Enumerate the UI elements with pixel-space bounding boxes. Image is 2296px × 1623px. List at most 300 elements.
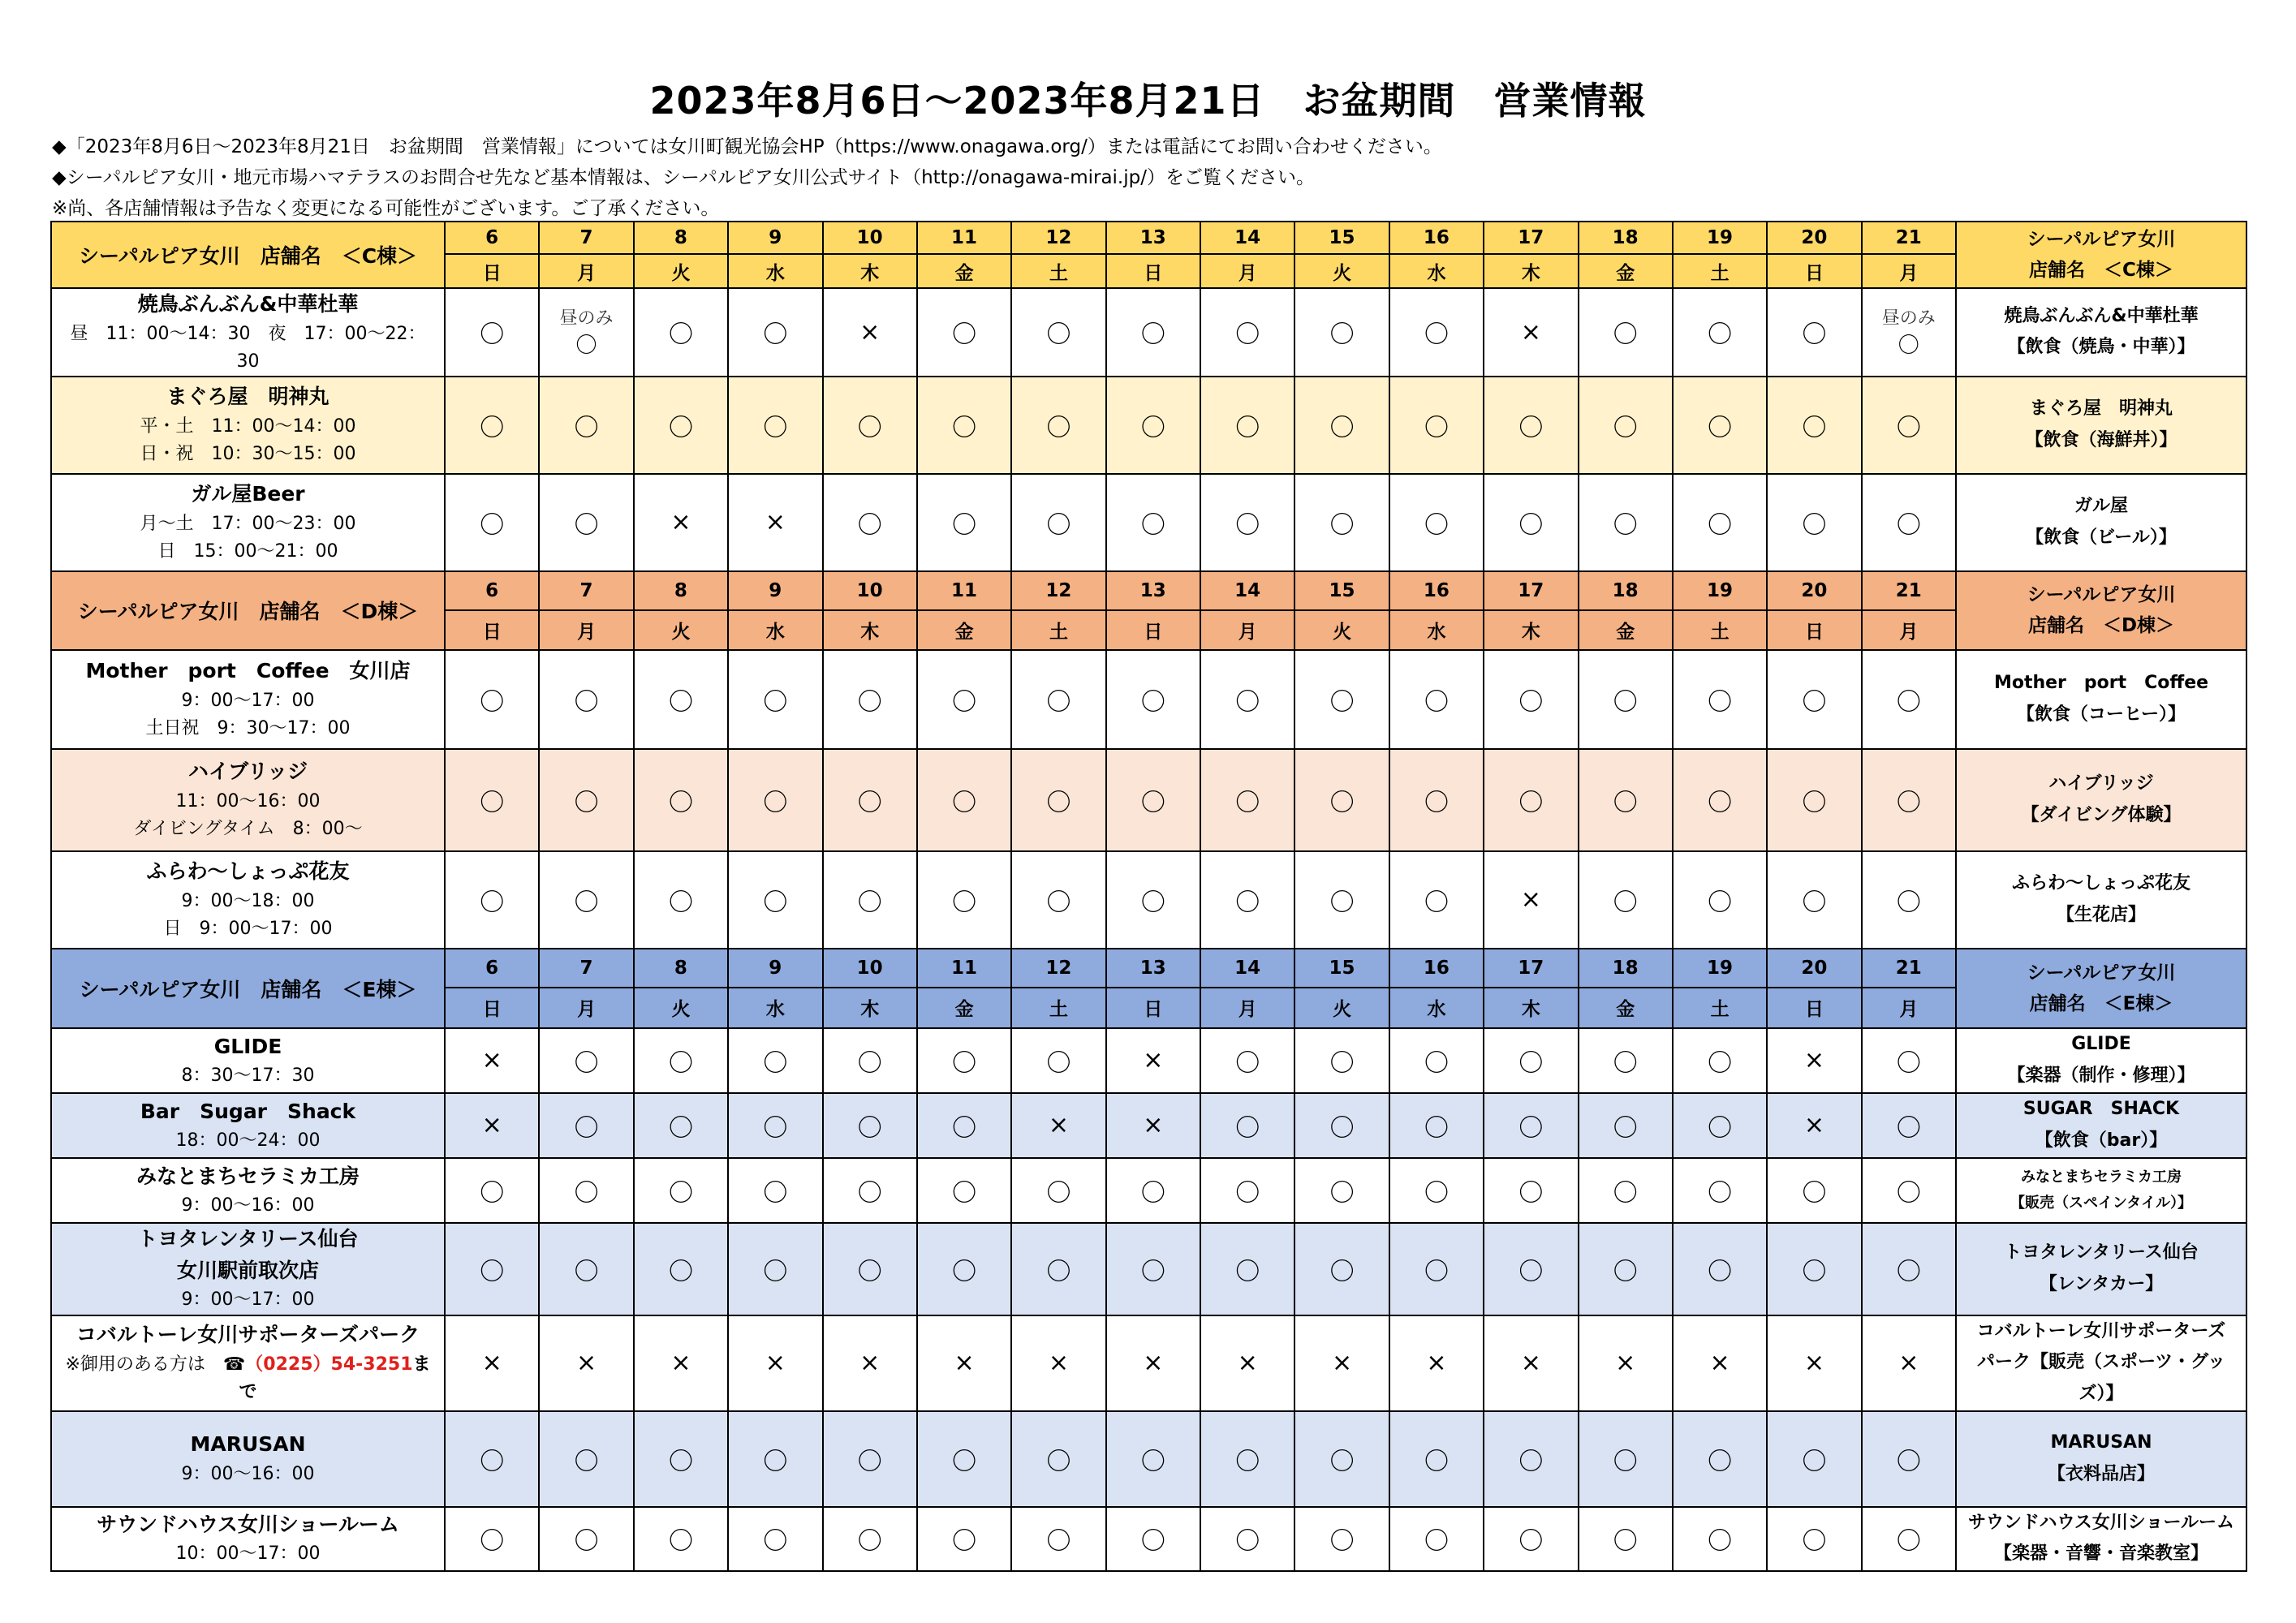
weekday-label: 月 <box>539 254 633 288</box>
section-header-right <box>1956 222 2246 288</box>
status-mark: 〇 <box>1046 687 1071 717</box>
status-cell <box>917 1158 1011 1223</box>
shop-hours: 9：00～17：00 <box>181 1289 315 1311</box>
shop-short-name: ハイブリッジ <box>2048 773 2154 794</box>
status-mark: 〇 <box>952 788 977 817</box>
status-mark: 〇 <box>1518 1257 1544 1286</box>
day-number: 19 <box>1673 949 1767 988</box>
status-mark: 〇 <box>763 1447 788 1476</box>
status-cell <box>1862 474 1956 571</box>
status-mark: 〇 <box>952 1048 977 1078</box>
status-cell <box>728 377 822 474</box>
shop-name: Bar Sugar Shack <box>140 1099 356 1123</box>
status-cell <box>1011 377 1105 474</box>
status-cell <box>1389 851 1484 949</box>
status-cell <box>634 1411 728 1507</box>
day-number: 18 <box>1579 949 1673 988</box>
status-cell <box>1294 1093 1389 1158</box>
status-cell <box>1484 1158 1578 1223</box>
day-number: 17 <box>1484 571 1578 610</box>
status-cell <box>1862 749 1956 851</box>
status-mark: × <box>1426 1349 1447 1378</box>
status-cell <box>823 474 917 571</box>
status-mark: 〇 <box>763 1527 788 1556</box>
status-mark: 〇 <box>763 413 788 442</box>
day-number: 14 <box>1200 949 1294 988</box>
table-row <box>51 1315 2246 1411</box>
status-mark: × <box>765 508 786 537</box>
status-cell <box>1579 1093 1673 1158</box>
status-mark: 〇 <box>763 1113 788 1143</box>
status-mark: 〇 <box>1424 888 1449 917</box>
shop-hours: 8：30～17：30 <box>181 1065 315 1087</box>
status-cell <box>917 288 1011 377</box>
status-mark: 〇 <box>1613 321 1638 350</box>
weekday-label: 土 <box>1673 610 1767 650</box>
weekday-label: 日 <box>445 254 539 288</box>
shop-cell <box>51 851 445 949</box>
status-mark: 〇 <box>1613 1447 1638 1476</box>
status-cell <box>1011 1028 1105 1093</box>
status-cell <box>1579 1223 1673 1315</box>
status-cell <box>1106 288 1200 377</box>
status-cell <box>728 1507 822 1571</box>
status-cell <box>1106 1315 1200 1411</box>
status-cell <box>1106 474 1200 571</box>
weekday-label: 土 <box>1011 988 1105 1028</box>
status-cell <box>728 1028 822 1093</box>
status-mark: 〇 <box>1140 1257 1165 1286</box>
day-number: 12 <box>1011 571 1105 610</box>
status-mark: 〇 <box>952 888 977 917</box>
status-cell <box>1484 749 1578 851</box>
status-cell <box>539 851 633 949</box>
status-mark: 〇 <box>1708 413 1733 442</box>
weekday-label: 月 <box>539 610 633 650</box>
status-cell <box>1294 377 1389 474</box>
shop-hours: 9：00～16：00 <box>181 1463 315 1484</box>
shop-category-cell <box>1956 1411 2246 1507</box>
day-number: 13 <box>1106 949 1200 988</box>
weekday-label: 水 <box>1389 254 1484 288</box>
status-mark: 〇 <box>1708 1527 1733 1556</box>
status-cell <box>1862 377 1956 474</box>
status-mark: 〇 <box>1329 687 1355 717</box>
section-header-right-line: シーパルピア女川 <box>2027 584 2176 606</box>
status-cell <box>1862 288 1956 377</box>
status-mark: 〇 <box>1424 1113 1449 1143</box>
status-mark: 〇 <box>1518 1527 1544 1556</box>
shop-short-name: ふらわ～しょっぷ花友 <box>2011 873 2190 894</box>
status-cell <box>634 1093 728 1158</box>
day-number: 10 <box>823 571 917 610</box>
shop-cell <box>51 288 445 377</box>
status-cell <box>728 474 822 571</box>
status-mark: 〇 <box>1896 1447 1921 1476</box>
status-cell <box>1200 377 1294 474</box>
status-mark: 〇 <box>1329 321 1355 350</box>
status-cell <box>1200 851 1294 949</box>
shop-category: 【衣料品店】 <box>2047 1463 2155 1484</box>
status-mark: 〇 <box>668 687 693 717</box>
day-number: 6 <box>445 222 539 254</box>
shop-category-cell <box>1956 474 2246 571</box>
status-cell <box>917 1411 1011 1507</box>
status-mark: 〇 <box>1424 413 1449 442</box>
status-mark: 〇 <box>1140 321 1165 350</box>
status-cell <box>1200 1093 1294 1158</box>
shop-name: ガル屋Beer <box>191 482 305 506</box>
section-header-right-line: 店舗名 ＜E棟＞ <box>2029 992 2173 1014</box>
section-header-label: シーパルピア女川 店舗名 ＜C棟＞ <box>51 222 445 288</box>
day-number: 7 <box>539 949 633 988</box>
status-mark: 〇 <box>1613 510 1638 540</box>
status-mark: 〇 <box>1708 1447 1733 1476</box>
status-mark: 〇 <box>1518 1447 1544 1476</box>
status-mark: 〇 <box>1802 788 1827 817</box>
status-cell <box>1011 1158 1105 1223</box>
weekday-label: 水 <box>1389 610 1484 650</box>
weekday-label: 月 <box>1200 988 1294 1028</box>
shop-cell <box>51 749 445 851</box>
status-cell <box>445 851 539 949</box>
status-cell <box>917 1093 1011 1158</box>
status-cell <box>823 851 917 949</box>
status-cell <box>917 1028 1011 1093</box>
status-mark: 〇 <box>857 1447 882 1476</box>
table-row <box>51 1223 2246 1315</box>
status-cell <box>1673 749 1767 851</box>
status-mark: 〇 <box>1708 788 1733 817</box>
day-number: 10 <box>823 949 917 988</box>
status-mark: 〇 <box>480 1447 505 1476</box>
status-mark: 〇 <box>1802 1447 1827 1476</box>
shop-cell <box>51 1093 445 1158</box>
status-cell <box>1767 1158 1861 1223</box>
status-cell <box>634 288 728 377</box>
day-number: 8 <box>634 571 728 610</box>
table-row <box>51 1093 2246 1158</box>
weekday-label: 水 <box>1389 988 1484 1028</box>
status-mark: 〇 <box>1802 1257 1827 1286</box>
weekday-label: 月 <box>1862 254 1956 288</box>
status-mark: 〇 <box>668 1048 693 1078</box>
weekday-label: 金 <box>1579 610 1673 650</box>
status-mark: × <box>954 1349 975 1378</box>
status-mark: × <box>1520 885 1541 915</box>
status-mark: 〇 <box>857 1527 882 1556</box>
status-cell <box>823 1315 917 1411</box>
status-mark: 〇 <box>1708 1113 1733 1143</box>
status-cell <box>917 377 1011 474</box>
status-mark: 〇 <box>1896 510 1921 540</box>
status-mark: × <box>481 1349 502 1378</box>
weekday-label: 木 <box>823 988 917 1028</box>
weekday-label: 月 <box>1200 610 1294 650</box>
status-mark: 〇 <box>1329 1447 1355 1476</box>
day-number: 21 <box>1862 222 1956 254</box>
status-cell <box>1200 474 1294 571</box>
shop-short-name: トヨタレンタリース仙台 <box>2004 1242 2199 1264</box>
status-cell <box>1200 1411 1294 1507</box>
status-mark: 〇 <box>1046 1447 1071 1476</box>
status-cell <box>1579 1028 1673 1093</box>
status-mark: 〇 <box>1140 510 1165 540</box>
shop-hours: 18：00～24：00 <box>175 1130 321 1152</box>
weekday-label: 月 <box>1200 254 1294 288</box>
status-cell <box>1294 1411 1389 1507</box>
status-mark: 〇 <box>1424 1527 1449 1556</box>
status-mark: 〇 <box>1708 1178 1733 1208</box>
status-mark: 〇 <box>1802 413 1827 442</box>
status-cell <box>539 1093 633 1158</box>
status-mark: 〇 <box>952 1527 977 1556</box>
status-mark: 〇 <box>1235 413 1260 442</box>
status-cell <box>539 1411 633 1507</box>
status-mark: 〇 <box>1424 510 1449 540</box>
shop-short-name: みなとまちセラミカ工房 <box>2021 1169 2182 1186</box>
shop-category: 【楽器・音響・音楽教室】 <box>1993 1543 2208 1565</box>
day-number: 21 <box>1862 571 1956 610</box>
status-cell <box>823 1028 917 1093</box>
status-cell <box>823 377 917 474</box>
status-mark: 〇 <box>1424 1048 1449 1078</box>
status-cell <box>1673 1093 1767 1158</box>
day-number: 9 <box>728 222 822 254</box>
weekday-label: 木 <box>823 610 917 650</box>
section-header-right-line: 店舗名 ＜C棟＞ <box>2029 260 2173 281</box>
section-header-right-line: シーパルピア女川 <box>2027 962 2176 984</box>
weekday-label: 土 <box>1011 254 1105 288</box>
status-cell <box>445 1507 539 1571</box>
status-cell <box>1106 1093 1200 1158</box>
status-cell <box>1389 749 1484 851</box>
status-mark: 〇 <box>952 687 977 717</box>
weekday-label: 日 <box>445 610 539 650</box>
shop-hours: 11：00～16：00 <box>175 791 321 812</box>
status-mark: × <box>1615 1349 1636 1378</box>
status-mark: 〇 <box>480 888 505 917</box>
status-cell <box>634 377 728 474</box>
status-mark: 〇 <box>1896 1113 1921 1143</box>
shop-category-cell <box>1956 749 2246 851</box>
shop-name: トヨタレンタリース仙台 <box>137 1226 359 1251</box>
status-cell <box>1862 1223 1956 1315</box>
status-mark: 〇 <box>1329 1178 1355 1208</box>
weekday-label: 日 <box>1106 254 1200 288</box>
status-cell <box>1484 1093 1578 1158</box>
day-number: 13 <box>1106 571 1200 610</box>
status-cell <box>1579 1507 1673 1571</box>
section-header-right-line: シーパルピア女川 <box>2027 229 2176 250</box>
status-cell <box>445 377 539 474</box>
status-cell <box>1862 1507 1956 1571</box>
weekday-label: 月 <box>539 988 633 1028</box>
status-cell <box>539 1223 633 1315</box>
status-mark: 〇 <box>1802 888 1827 917</box>
status-cell <box>1106 1028 1200 1093</box>
contact-prefix: ※御用のある方は ☎ <box>65 1354 246 1375</box>
status-mark: 〇 <box>1140 788 1165 817</box>
shop-category-cell <box>1956 377 2246 474</box>
status-mark: × <box>1048 1111 1069 1140</box>
weekday-label: 金 <box>917 988 1011 1028</box>
status-cell <box>1579 1411 1673 1507</box>
status-mark: 〇 <box>952 1113 977 1143</box>
status-cell <box>1011 1507 1105 1571</box>
status-cell <box>1862 1028 1956 1093</box>
status-mark: 〇 <box>952 321 977 350</box>
shop-cell <box>51 474 445 571</box>
day-number: 17 <box>1484 949 1578 988</box>
shop-cell <box>51 1507 445 1571</box>
status-mark: × <box>670 1349 691 1378</box>
status-cell <box>1389 377 1484 474</box>
status-mark: 〇 <box>1235 321 1260 350</box>
day-number: 6 <box>445 949 539 988</box>
status-cell <box>728 1315 822 1411</box>
weekday-label: 火 <box>1294 610 1389 650</box>
status-cell <box>445 650 539 749</box>
status-cell <box>1862 1158 1956 1223</box>
status-cell <box>728 1093 822 1158</box>
status-cell <box>1767 1093 1861 1158</box>
status-mark: 〇 <box>1896 1178 1921 1208</box>
status-cell <box>445 1411 539 1507</box>
shop-category-cell <box>1956 1093 2246 1158</box>
section-header-label: シーパルピア女川 店舗名 ＜D棟＞ <box>51 571 445 650</box>
status-mark: × <box>481 1046 502 1075</box>
status-cell <box>1673 1158 1767 1223</box>
shop-hours: 土日祝 9：30～17：00 <box>145 718 351 739</box>
shop-cell <box>51 377 445 474</box>
status-cell <box>634 1315 728 1411</box>
status-cell <box>1389 1411 1484 1507</box>
status-cell <box>445 474 539 571</box>
status-cell <box>1294 1158 1389 1223</box>
status-cell <box>1579 1158 1673 1223</box>
weekday-label: 火 <box>634 254 728 288</box>
status-mark: 〇 <box>1802 321 1827 350</box>
shop-hours: 日 15：00～21：00 <box>157 541 338 562</box>
status-cell <box>1389 1028 1484 1093</box>
status-mark: 〇 <box>574 1447 599 1476</box>
status-mark: 〇 <box>1235 1447 1260 1476</box>
shop-short-name: サウンドハウス女川ショールーム <box>1967 1512 2235 1533</box>
status-mark: × <box>1520 1349 1541 1378</box>
status-mark: 〇 <box>480 321 505 350</box>
status-mark: 〇 <box>1046 413 1071 442</box>
status-mark: 〇 <box>1708 687 1733 717</box>
day-number: 20 <box>1767 949 1861 988</box>
shop-cell <box>51 650 445 749</box>
status-mark: 〇 <box>668 1447 693 1476</box>
status-cell <box>1106 1158 1200 1223</box>
status-mark: 〇 <box>574 1257 599 1286</box>
status-cell <box>1200 1223 1294 1315</box>
status-cell <box>445 288 539 377</box>
day-number: 19 <box>1673 571 1767 610</box>
status-mark: 〇 <box>952 1257 977 1286</box>
status-cell <box>539 474 633 571</box>
day-number: 8 <box>634 949 728 988</box>
weekday-label: 火 <box>634 610 728 650</box>
status-cell <box>1579 288 1673 377</box>
status-cell <box>1294 1315 1389 1411</box>
table-row <box>51 1158 2246 1223</box>
shop-name: コバルトーレ女川サポーターズパーク <box>75 1323 420 1347</box>
table-row <box>51 377 2246 474</box>
status-cell <box>728 650 822 749</box>
status-cell <box>634 1158 728 1223</box>
status-mark: 〇 <box>1708 888 1733 917</box>
status-cell <box>1389 474 1484 571</box>
status-mark: 〇 <box>668 1178 693 1208</box>
status-mark: 〇 <box>1235 1178 1260 1208</box>
status-cell <box>1673 1223 1767 1315</box>
weekday-label: 月 <box>1862 988 1956 1028</box>
status-mark: 〇 <box>1896 1048 1921 1078</box>
status-mark: × <box>1803 1111 1824 1140</box>
status-cell <box>1389 1158 1484 1223</box>
status-cell <box>445 1315 539 1411</box>
shop-category: パーク【販売（スポーツ・グッ <box>1976 1352 2226 1373</box>
status-cell <box>1484 1223 1578 1315</box>
status-mark: × <box>1803 1046 1824 1075</box>
status-cell <box>1389 1315 1484 1411</box>
status-mark: 〇 <box>1708 510 1733 540</box>
status-mark: 〇 <box>763 788 788 817</box>
status-mark: 〇 <box>668 1257 693 1286</box>
day-number: 6 <box>445 571 539 610</box>
status-cell <box>1673 1028 1767 1093</box>
status-mark: 〇 <box>668 1527 693 1556</box>
status-mark: 〇 <box>1898 334 1919 359</box>
status-mark: 〇 <box>1140 687 1165 717</box>
status-mark: × <box>670 508 691 537</box>
shop-name: Mother port Coffee 女川店 <box>85 659 411 683</box>
shop-contact <box>60 1351 436 1406</box>
status-mark: 〇 <box>1518 687 1544 717</box>
status-cell <box>634 851 728 949</box>
day-number: 12 <box>1011 949 1105 988</box>
weekday-label: 水 <box>728 254 822 288</box>
status-mark: 〇 <box>668 413 693 442</box>
status-cell <box>823 650 917 749</box>
day-number: 13 <box>1106 222 1200 254</box>
status-cell <box>445 1093 539 1158</box>
status-mark: 〇 <box>1518 1113 1544 1143</box>
status-mark: 〇 <box>574 788 599 817</box>
status-cell <box>1767 1411 1861 1507</box>
note-line-3: ※尚、各店舗情報は予告なく変更になる可能性がございます。ご了承ください。 <box>52 198 720 219</box>
status-mark: 〇 <box>1708 1048 1733 1078</box>
status-mark: 〇 <box>952 413 977 442</box>
status-mark: 〇 <box>857 1257 882 1286</box>
status-mark: × <box>1143 1046 1164 1075</box>
shop-category: 【レンタカー】 <box>2039 1273 2164 1294</box>
status-cell <box>1106 1411 1200 1507</box>
shop-short-name: SUGAR SHACK <box>2022 1099 2180 1120</box>
status-cell <box>1579 377 1673 474</box>
status-mark: 〇 <box>1518 1048 1544 1078</box>
day-number: 18 <box>1579 222 1673 254</box>
status-mark: 〇 <box>480 413 505 442</box>
shop-category: 【飲食（海鮮丼）】 <box>2025 429 2178 450</box>
day-number: 7 <box>539 222 633 254</box>
status-cell <box>1673 377 1767 474</box>
status-mark: 〇 <box>1235 888 1260 917</box>
